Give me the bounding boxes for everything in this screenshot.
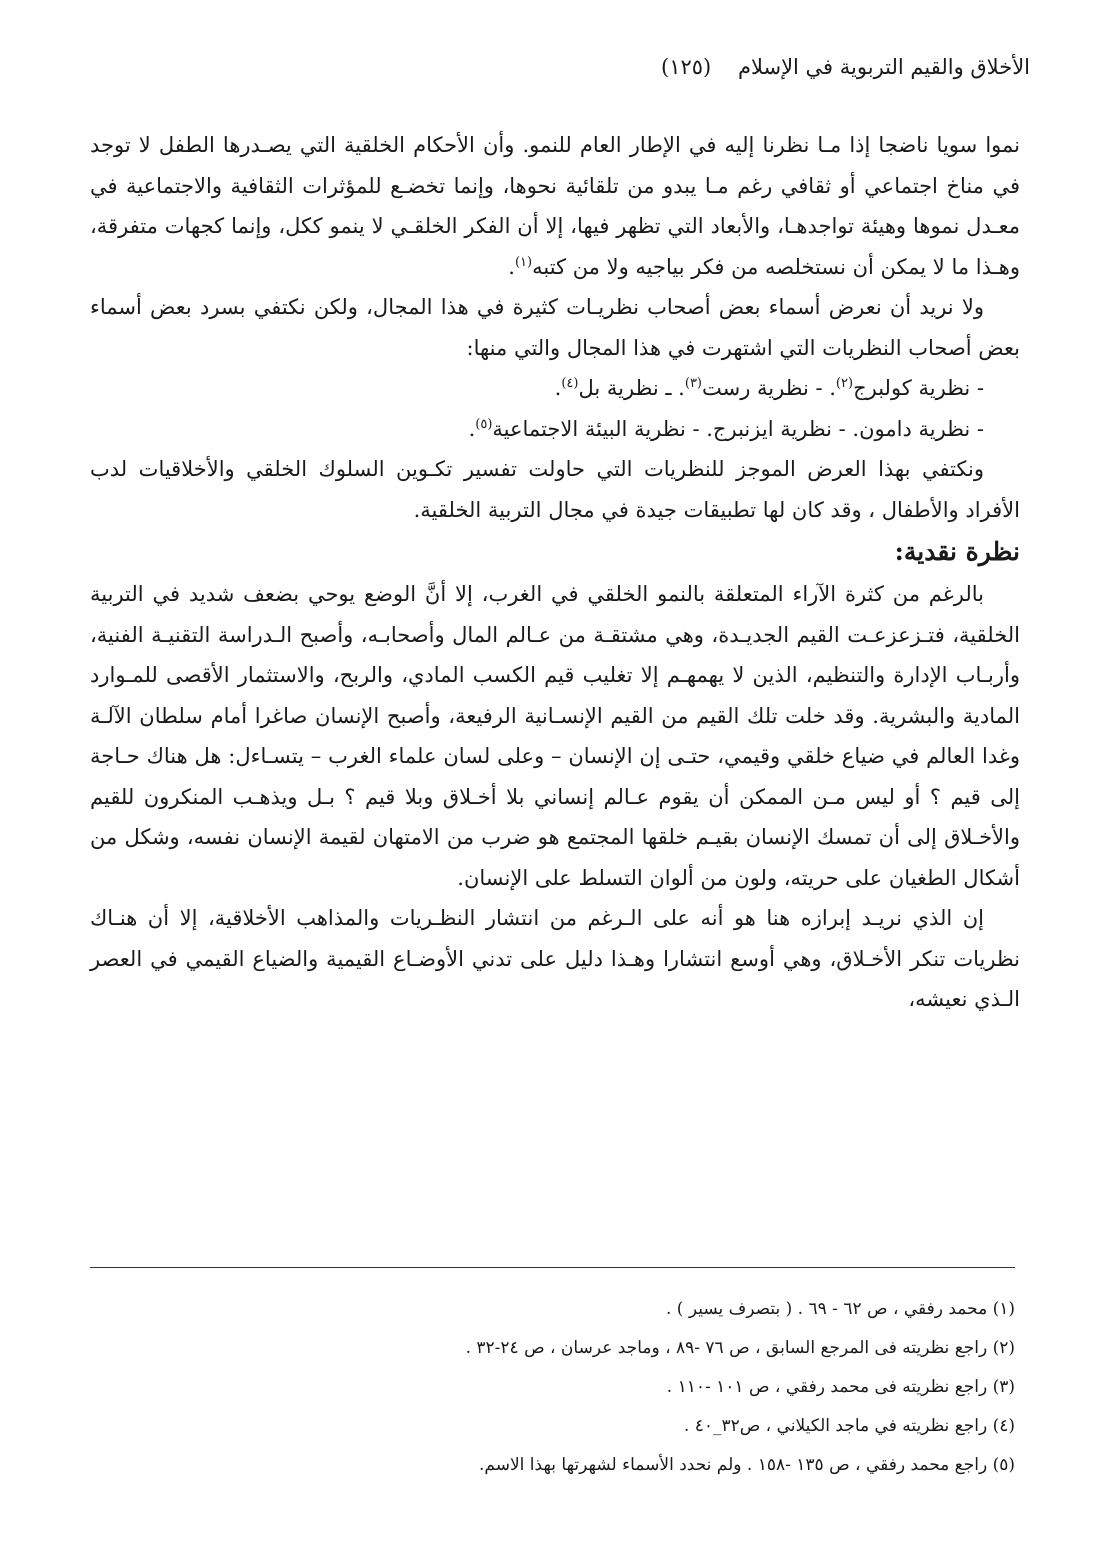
paragraph-1-end: . bbox=[508, 254, 515, 279]
page-number: (١٢٥) bbox=[660, 55, 712, 79]
paragraph-4: بالرغم من كثرة الآراء المتعلقة بالنمو الخلقي في الغرب، إلا أنَّ الوضع يوحي بضعف شديد في التربية الخلقية، فتـزعزعـت القيم الجديـدة، وهي مشتقـة من عـالم المال وأصحابـه، وأصبح الـدراسة التقنيـة الفنية، وأربـاب الإدارة والتنظيم، الذين لا يهمهـم إلا تغليب قيم الكسب المادي، والربح، والاستثمار الأقصى للمـوارد المادية والبشرية. وقد خلت تلك القيم من القيم الإنسـانية الرفيعة، وأصبح الإنسان صاغرا أمام سلطان الآلـة وغدا العالم في ضياع خلقي وقيمي، حتـى إن الإنسان – وعلى لسان علماء الغرب – يتسـاءل: هل هناك حـاجة إلى قيم ؟ أو ليس مـن الممكن أن يقوم عـالم إنساني بلا أخـلاق وبلا قيم ؟ بـل ويذهـب المنكرون للقيم والأخـلاق إلى أن تمسك الإنسان بقيـم خلقها المجتمع هو ضرب من الامتهان لقيمة الإنسان نفسه، وشكل من أشكال الطغيان على حريته، ولون من ألوان التسلط على الإنسان. bbox=[90, 582, 1020, 890]
footnote-4: (٤) راجع نظريته في ماجد الكيلاني ، ص٣٢_٤٠ . bbox=[683, 1416, 1015, 1436]
footnotes bbox=[90, 1290, 1015, 1485]
footnote-ref-5: (٥) bbox=[475, 416, 493, 432]
running-title: الأخلاق والقيم التربوية في الإسلام bbox=[737, 55, 1030, 79]
footnote-1: (١) محمد رفقي ، ص ٦٢ - ٦٩ . ( بتصرف يسير ) . bbox=[665, 1299, 1015, 1319]
list-line-1-end: . bbox=[554, 376, 562, 400]
section-heading: نظرة نقدية: bbox=[894, 537, 1020, 566]
paragraph-3: ونكتفي بهذا العرض الموجز للنظريات التي حاولت تفسير تكـوين السلوك الخلقي والأخلاقيات لدب الأفراد والأطفال ، وقد كان لها تطبيقات جيدة في مجال التربية الخلقية. bbox=[90, 457, 1020, 522]
footnote-2: (٢) راجع نظريته فى المرجع السابق ، ص ٧٦ -٨٩ ، وماجد عرسان ، ص ٢٤-٣٢ . bbox=[465, 1338, 1015, 1358]
paragraph-5: إن الذي نريـد إبرازه هنا هو أنه على الـرغم من انتشار النظـريات والمذاهب الأخلاقية، إلا أن هنـاك نظريات تنكر الأخـلاق، وهي أوسع انتشارا وهـذا دليل على تدني الأوضـاع القيمية والضياع القيمي في العصر الـذي نعيشه، bbox=[90, 906, 1020, 1011]
footnote-ref-2: (٢) bbox=[835, 376, 854, 391]
paragraph-2: ولا نريد أن نعرض أسماء بعض أصحاب نظريـات كثيرة في هذا المجال، ولكن نكتفي بسرد بعض أسماء بعض أصحاب النظريات التي اشتهرت في هذا المجال والتي منها: bbox=[90, 295, 1020, 360]
footnote-5: (٥) راجع محمد رفقي ، ص ١٣٥ -١٥٨ . ولم نحدد الأسماء لشهرتها بهذا الاسم. bbox=[479, 1455, 1015, 1475]
paragraph-1 bbox=[90, 125, 1020, 287]
theories-damon-eisenberg-social: - نظرية دامون. - نظرية ايزنبرج. - نظرية البيئة الاجتماعية bbox=[492, 416, 984, 441]
theory-bull: . ـ نظرية بل bbox=[578, 376, 685, 400]
footnote-ref-1: (١) bbox=[514, 254, 533, 270]
footnote-ref-4: (٤) bbox=[561, 376, 579, 391]
paragraph-1-text: نموا سويا ناضجا إذا مـا نظرنا إليه في الإطار العام للنمو. وأن الأحكام الخلقية التي يصـدرها الطفل لا توجد في مناخ اجتماعي أو ثقافي رغم مـا يبدو من تلقائية نحوها، وإنما تخضـع للمؤثرات الثقافية والاجتماعية في معـدل نموها وهيئة تواجدهـا، والأبعاد التي تظهر فيها، إلا أن الفكر الخلقـي لا ينمو ككل، وإنما كجهات متفرقة، وهـذا ما لا يمكن أن نستخلصه من فكر بياجيه ولا من كتبه bbox=[90, 133, 1020, 279]
footnote-ref-3: (٣) bbox=[684, 376, 702, 391]
footnote-3: (٣) راجع نظريته فى محمد رفقي ، ص ١٠١ -١١٠ . bbox=[666, 1377, 1015, 1397]
theories-list-line-2 bbox=[90, 409, 1020, 450]
theory-kohlberg: - نظرية كولبرج bbox=[853, 376, 984, 400]
running-header bbox=[0, 52, 1115, 82]
theories-list-line-1 bbox=[90, 368, 1020, 409]
footnote-divider bbox=[90, 1267, 1015, 1268]
theory-rest: . - نظرية رست bbox=[702, 376, 836, 400]
main-text bbox=[90, 125, 1020, 1020]
list-line-2-end: . bbox=[468, 416, 476, 441]
